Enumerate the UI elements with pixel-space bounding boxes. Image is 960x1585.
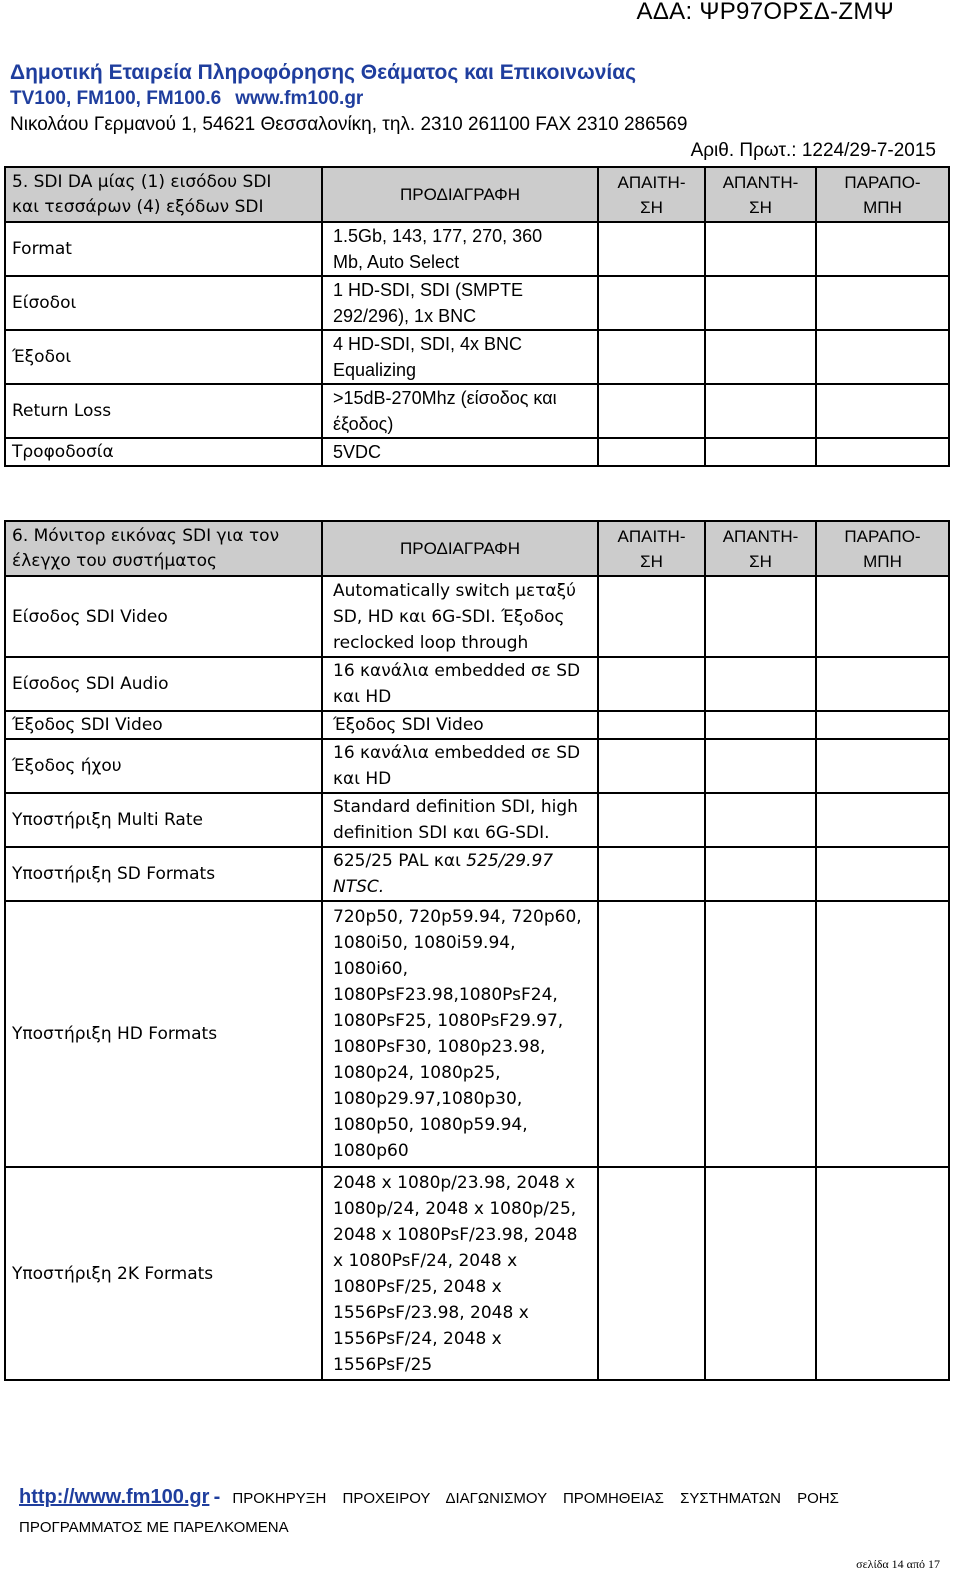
requirement-cell[interactable] xyxy=(598,438,705,466)
ada-code: ΑΔΑ: ΨΡ97ΟΡΣΔ-ΖΜΨ xyxy=(636,0,894,25)
website-link[interactable]: www.fm100.gr xyxy=(235,88,364,109)
reference-cell[interactable] xyxy=(816,739,949,793)
table-header-row xyxy=(5,521,949,576)
spec-line: 1080PsF23.98,1080PsF24, xyxy=(333,985,558,1005)
reference-cell[interactable] xyxy=(816,793,949,847)
section5-table xyxy=(4,166,950,467)
table-row xyxy=(5,901,949,1167)
reference-cell[interactable] xyxy=(816,276,949,330)
reference-cell[interactable] xyxy=(816,438,949,466)
spec-line: SD, HD και 6G-SDI. Έξοδος xyxy=(333,606,565,627)
answer-cell[interactable] xyxy=(705,576,816,657)
requirement-header-line2: ΣΗ xyxy=(640,551,663,571)
requirement-cell[interactable] xyxy=(598,222,705,276)
footer-dash: - xyxy=(213,1486,221,1508)
reference-cell[interactable] xyxy=(816,1167,949,1380)
section6-title xyxy=(5,521,322,576)
requirement-cell[interactable] xyxy=(598,330,705,384)
requirement-header-line2: ΣΗ xyxy=(640,197,663,217)
reference-cell[interactable] xyxy=(816,222,949,276)
table-row xyxy=(5,739,949,793)
spec-line: και HD xyxy=(333,687,392,707)
reference-cell[interactable] xyxy=(816,847,949,901)
reference-cell[interactable] xyxy=(816,657,949,711)
spec-line: 1080p50, 1080p59.94, xyxy=(333,1115,528,1135)
stations-line xyxy=(10,88,363,110)
footer xyxy=(19,1486,839,1509)
table-row xyxy=(5,1167,949,1380)
answer-cell[interactable] xyxy=(705,901,816,1167)
row-spec xyxy=(322,276,598,330)
requirement-cell[interactable] xyxy=(598,657,705,711)
row-label: Έξοδοι xyxy=(5,330,322,384)
answer-header-line2: ΣΗ xyxy=(749,551,772,571)
reference-header xyxy=(816,521,949,576)
table-row xyxy=(5,438,949,466)
requirement-cell[interactable] xyxy=(598,793,705,847)
section5-title-line2: και τεσσάρων (4) εξόδων SDI xyxy=(12,196,264,217)
section5-title xyxy=(5,167,322,222)
spec-line: 1.5Gb, 143, 177, 270, 360 xyxy=(333,226,543,246)
spec-line: 16 κανάλια embedded σε SD xyxy=(333,661,581,681)
row-spec xyxy=(322,438,598,466)
answer-cell[interactable] xyxy=(705,330,816,384)
answer-cell[interactable] xyxy=(705,793,816,847)
answer-cell[interactable] xyxy=(705,847,816,901)
requirement-cell[interactable] xyxy=(598,847,705,901)
answer-header-line1: ΑΠΑΝΤΗ- xyxy=(722,526,799,546)
footer-text-2: ΠΡΟΓΡΑΜΜΑΤΟΣ ΜΕ ΠΑΡΕΛΚΟΜΕΝΑ xyxy=(19,1519,289,1536)
section5-title-line1: 5. SDI DA μίας (1) εισόδου SDI xyxy=(12,171,272,192)
requirement-cell[interactable] xyxy=(598,576,705,657)
spec-line: 1080p29.97,1080p30, xyxy=(333,1089,523,1109)
spec-line: 292/296), 1x BNC xyxy=(333,306,477,326)
row-spec xyxy=(322,739,598,793)
requirement-cell[interactable] xyxy=(598,1167,705,1380)
spec-line: 1080p/24, 2048 x 1080p/25, xyxy=(333,1198,577,1219)
spec-line: 1556PsF/25 xyxy=(333,1354,433,1375)
row-label: Έξοδος SDI Video xyxy=(5,711,322,739)
spec-line: Έξοδος SDI Video xyxy=(333,715,484,735)
answer-cell[interactable] xyxy=(705,739,816,793)
answer-cell[interactable] xyxy=(705,276,816,330)
spec-line: έξοδος) xyxy=(333,414,394,434)
requirement-cell[interactable] xyxy=(598,384,705,438)
table-header-row xyxy=(5,167,949,222)
row-label: Είσοδος SDI Video xyxy=(5,576,322,657)
answer-header-line1: ΑΠΑΝΤΗ- xyxy=(722,172,799,192)
row-spec xyxy=(322,222,598,276)
row-spec xyxy=(322,1167,598,1380)
spec-header: ΠΡΟΔΙΑΓΡΑΦΗ xyxy=(322,521,598,576)
requirement-cell[interactable] xyxy=(598,276,705,330)
row-spec xyxy=(322,384,598,438)
row-label: Υποστήριξη Multi Rate xyxy=(5,793,322,847)
row-label: Είσοδος SDI Audio xyxy=(5,657,322,711)
spec-line xyxy=(333,848,591,874)
spec-line: definition SDI και 6G-SDI. xyxy=(333,823,550,843)
spec-line: reclocked loop through xyxy=(333,632,529,653)
requirement-cell[interactable] xyxy=(598,739,705,793)
row-spec xyxy=(322,793,598,847)
answer-cell[interactable] xyxy=(705,1167,816,1380)
section6-table xyxy=(4,520,950,1381)
answer-cell[interactable] xyxy=(705,222,816,276)
reference-cell[interactable] xyxy=(816,330,949,384)
reference-cell[interactable] xyxy=(816,576,949,657)
organization-name: Δημοτική Εταιρεία Πληροφόρησης Θεάματος και Επικοινωνίας xyxy=(10,61,637,84)
spec-line: 16 κανάλια embedded σε SD xyxy=(333,743,581,763)
requirement-cell[interactable] xyxy=(598,901,705,1167)
table-row xyxy=(5,847,949,901)
spec-line: 1556PsF/24, 2048 x xyxy=(333,1328,502,1349)
answer-header-line2: ΣΗ xyxy=(749,197,772,217)
stations: TV100, FM100, FM100.6 xyxy=(10,88,222,109)
spec-line: 1080p60 xyxy=(333,1141,409,1161)
spec-line: 2048 x 1080PsF/23.98, 2048 xyxy=(333,1224,578,1245)
reference-header-line1: ΠΑΡΑΠΟ- xyxy=(844,526,921,546)
spec-line: 720p50, 720p59.94, 720p60, xyxy=(333,907,582,927)
row-label: Είσοδοι xyxy=(5,276,322,330)
reference-cell[interactable] xyxy=(816,711,949,739)
spec-line: 1080i50, 1080i59.94, xyxy=(333,933,516,953)
spec-line: >15dB-270Mhz (είσοδος και xyxy=(333,388,557,408)
spec-line: Equalizing xyxy=(333,360,417,380)
row-label: Return Loss xyxy=(5,384,322,438)
reference-header-line1: ΠΑΡΑΠΟ- xyxy=(844,172,921,192)
protocol-number: Αριθ. Πρωτ.: 1224/29-7-2015 xyxy=(690,140,936,161)
row-label: Υποστήριξη HD Formats xyxy=(5,901,322,1167)
row-spec xyxy=(322,901,598,1167)
reference-header-line2: ΜΠΗ xyxy=(863,197,902,217)
footer-link[interactable]: http://www.fm100.gr xyxy=(19,1486,210,1508)
spec-line: 1080p24, 1080p25, xyxy=(333,1063,501,1083)
spec-line: x 1080PsF/24, 2048 x xyxy=(333,1250,518,1271)
answer-cell[interactable] xyxy=(705,384,816,438)
section6-title-line2: έλεγχο του συστήματος xyxy=(12,550,218,571)
table-row xyxy=(5,711,949,739)
table-row xyxy=(5,793,949,847)
row-spec xyxy=(322,330,598,384)
row-label: Υποστήριξη 2K Formats xyxy=(5,1167,322,1380)
address-line: Νικολάου Γερμανού 1, 54621 Θεσσαλονίκη, τηλ. 2310 261100 FAX 2310 286569 xyxy=(10,114,688,135)
spec-line: 1080PsF25, 1080PsF29.97, xyxy=(333,1011,564,1031)
spec-header: ΠΡΟΔΙΑΓΡΑΦΗ xyxy=(322,167,598,222)
spec-line: και HD xyxy=(333,769,392,789)
row-spec xyxy=(322,576,598,657)
row-label: Υποστήριξη SD Formats xyxy=(5,847,322,901)
table-row xyxy=(5,576,949,657)
row-spec xyxy=(322,657,598,711)
spec-line: 4 HD-SDI, SDI, 4x BNC xyxy=(333,334,523,354)
spec-line: 1556PsF/23.98, 2048 x xyxy=(333,1302,529,1323)
footer-text-1: ΠΡΟΚΗΡΥΞΗ ΠΡΟΧΕΙΡΟΥ ΔΙΑΓΩΝΙΣΜΟΥ ΠΡΟΜΗΘΕΙΑΣ ΣΥΣΤΗΜΑΤΩΝ ΡΟΗΣ xyxy=(232,1490,839,1507)
spec-line: Automatically switch μεταξύ xyxy=(333,580,576,601)
answer-cell[interactable] xyxy=(705,438,816,466)
answer-header xyxy=(705,521,816,576)
row-spec xyxy=(322,847,598,901)
requirement-header-line1: ΑΠΑΙΤΗ- xyxy=(617,172,686,192)
reference-cell[interactable] xyxy=(816,384,949,438)
spec-line: 1080PsF30, 1080p23.98, xyxy=(333,1037,546,1057)
spec-line: Standard definition SDI, high xyxy=(333,797,578,817)
requirement-header xyxy=(598,167,705,222)
reference-header-line2: ΜΠΗ xyxy=(863,551,902,571)
spec-text: 625/25 PAL και xyxy=(333,851,467,871)
answer-header xyxy=(705,167,816,222)
row-spec xyxy=(322,711,598,739)
row-label: Τροφοδοσία xyxy=(5,438,322,466)
spec-line: 1080i60, xyxy=(333,959,409,979)
requirement-header-line1: ΑΠΑΙΤΗ- xyxy=(617,526,686,546)
spec-text-italic: 525/29.97 xyxy=(466,851,554,871)
spec-line: 1080PsF/25, 2048 x xyxy=(333,1276,502,1297)
spec-line: 1 HD-SDI, SDI (SMPTE xyxy=(333,280,524,300)
table-row xyxy=(5,222,949,276)
spec-line: NTSC. xyxy=(333,877,385,897)
spec-line: Mb, Auto Select xyxy=(333,252,460,272)
reference-cell[interactable] xyxy=(816,901,949,1167)
requirement-cell[interactable] xyxy=(598,711,705,739)
table-row xyxy=(5,657,949,711)
spec-line: 2048 x 1080p/23.98, 2048 x xyxy=(333,1172,576,1193)
reference-header xyxy=(816,167,949,222)
answer-cell[interactable] xyxy=(705,711,816,739)
row-label: Format xyxy=(5,222,322,276)
requirement-header xyxy=(598,521,705,576)
table-row xyxy=(5,384,949,438)
section6-title-line1: 6. Μόνιτορ εικόνας SDI για τον xyxy=(12,525,280,546)
answer-cell[interactable] xyxy=(705,657,816,711)
spec-line: 5VDC xyxy=(333,442,382,462)
page-number: σελίδα 14 από 17 xyxy=(856,1557,940,1571)
table-row xyxy=(5,330,949,384)
table-row xyxy=(5,276,949,330)
row-label: Έξοδος ήχου xyxy=(5,739,322,793)
